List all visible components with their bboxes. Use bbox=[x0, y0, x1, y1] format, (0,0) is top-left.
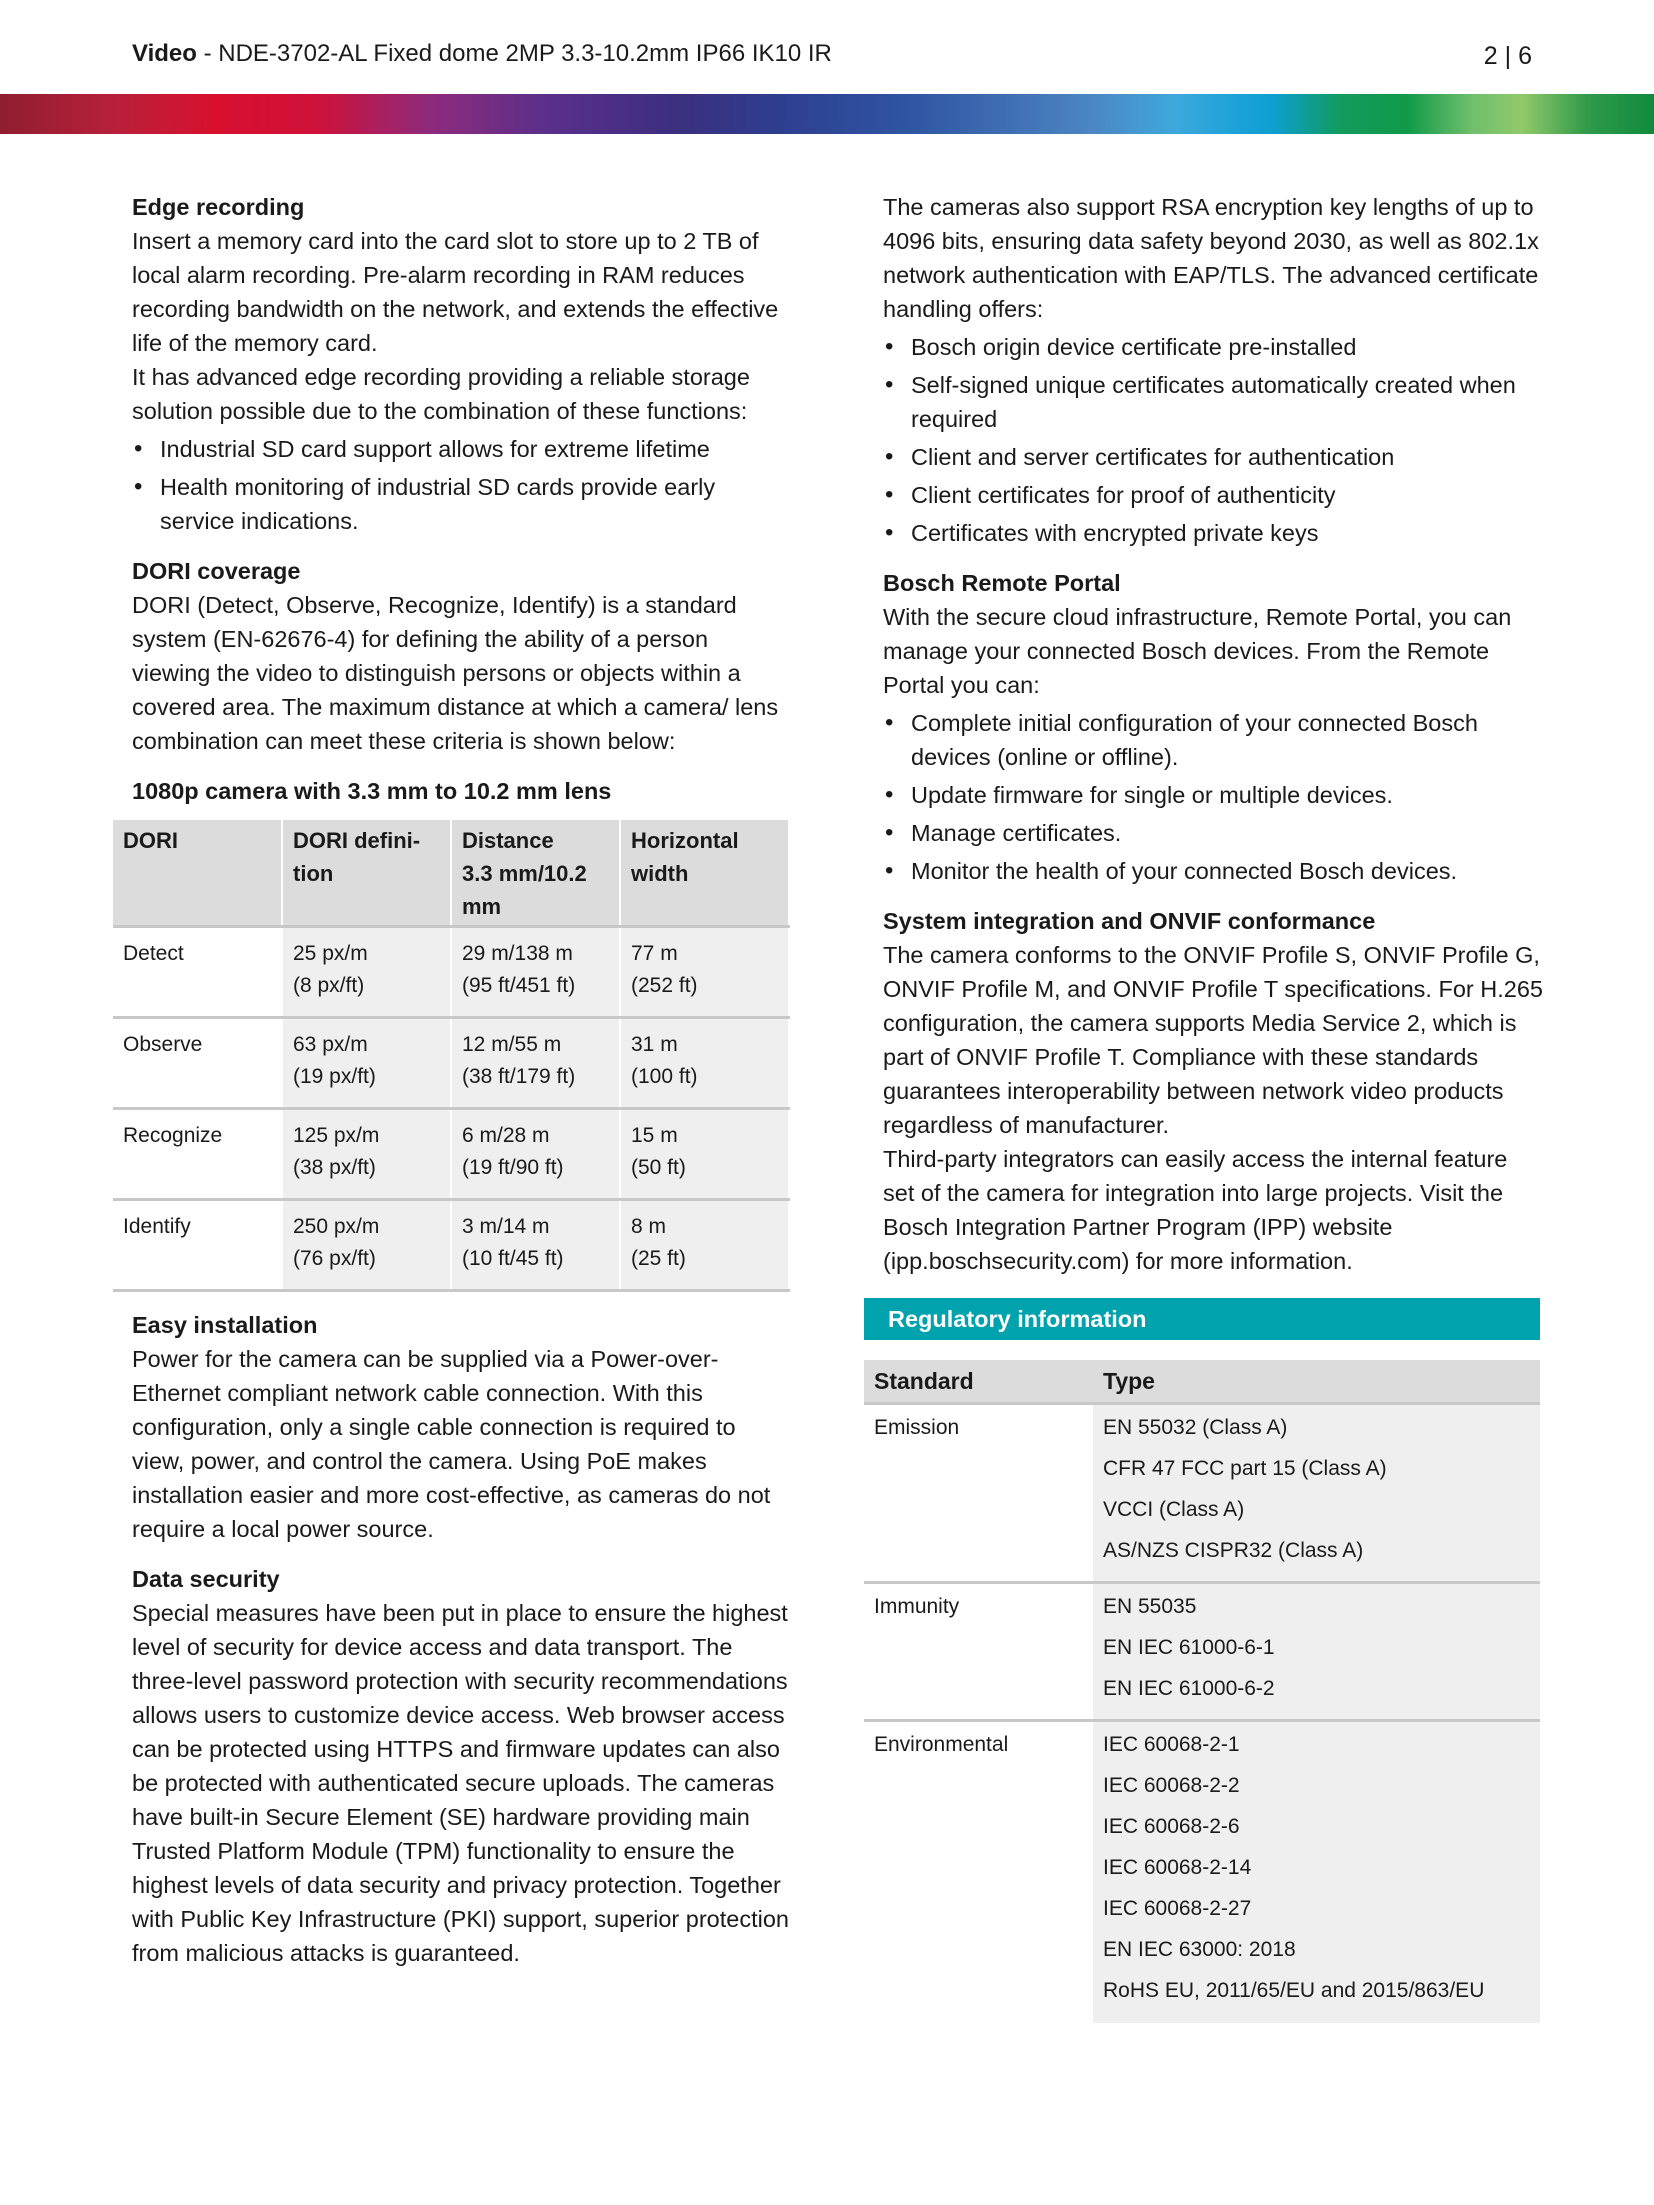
section-heading: System integration and ONVIF conformance bbox=[883, 908, 1376, 934]
section-rsa-encryption bbox=[883, 190, 1543, 550]
table-header-row bbox=[113, 820, 789, 927]
regulatory-table bbox=[864, 1360, 1540, 2023]
list-item: • Update firmware for single or multiple devices. bbox=[883, 778, 1543, 812]
section-easy-installation bbox=[132, 1308, 792, 1546]
table-header-row bbox=[864, 1360, 1540, 1404]
page-header bbox=[132, 40, 1532, 74]
paragraph: It has advanced edge recording providing a reliable storage solution possible due to the combination of these functions: bbox=[132, 364, 750, 424]
left-column bbox=[123, 190, 792, 1970]
cell-definition: 125 px/m (38 px/ft) bbox=[282, 1109, 451, 1200]
paragraph: The cameras also support RSA encryption key lengths of up to 4096 bits, ensuring data safety beyond 2030, as well as 802.1x network authentication with EAP/TLS. The advanced certificate handling offers: bbox=[883, 194, 1539, 322]
cell-type: EN 55032 (Class A) CFR 47 FCC part 15 (Class A) VCCI (Class A) AS/NZS CISPR32 (Class A) bbox=[1093, 1404, 1540, 1583]
cell-dori: Observe bbox=[113, 1018, 282, 1109]
column-header: Distance 3.3 mm/10.2 mm bbox=[451, 820, 620, 927]
cell-definition: 250 px/m (76 px/ft) bbox=[282, 1200, 451, 1291]
bullet-list bbox=[883, 706, 1543, 888]
list-item: • Industrial SD card support allows for extreme lifetime bbox=[132, 432, 792, 466]
paragraph: Third-party integrators can easily access the internal feature set of the camera for integration into large projects. Visit the Bosch Integration Partner Program (IPP) website (ipp.boschsecurity.com) for more information. bbox=[883, 1146, 1508, 1274]
cell-type: EN 55035 EN IEC 61000-6-1 EN IEC 61000-6-2 bbox=[1093, 1583, 1540, 1721]
cell-distance: 12 m/55 m (38 ft/179 ft) bbox=[451, 1018, 620, 1109]
column-header: DORI defini- tion bbox=[282, 820, 451, 927]
paragraph: With the secure cloud infrastructure, Remote Portal, you can manage your connected Bosch devices. From the Remote Portal you can: bbox=[883, 604, 1512, 698]
regulatory-title-bar: Regulatory information bbox=[864, 1298, 1540, 1340]
cell-standard: Emission bbox=[864, 1404, 1093, 1583]
page-number: 2 | 6 bbox=[1483, 42, 1532, 70]
cell-distance: 29 m/138 m (95 ft/451 ft) bbox=[451, 927, 620, 1018]
table-row bbox=[113, 1109, 789, 1200]
section-onvif bbox=[883, 904, 1543, 1278]
list-item: • Self-signed unique certificates automatically created when required bbox=[883, 368, 1543, 436]
list-item: • Bosch origin device certificate pre-installed bbox=[883, 330, 1543, 364]
column-header: DORI bbox=[113, 820, 282, 927]
cell-distance: 6 m/28 m (19 ft/90 ft) bbox=[451, 1109, 620, 1200]
cell-width: 15 m (50 ft) bbox=[620, 1109, 789, 1200]
section-heading: Bosch Remote Portal bbox=[883, 570, 1121, 596]
list-item: • Client certificates for proof of authenticity bbox=[883, 478, 1543, 512]
cell-dori: Identify bbox=[113, 1200, 282, 1291]
cell-width: 77 m (252 ft) bbox=[620, 927, 789, 1018]
table-row bbox=[864, 1404, 1540, 1583]
table-title: 1080p camera with 3.3 mm to 10.2 mm lens bbox=[132, 778, 612, 804]
title-category: Video bbox=[132, 40, 197, 67]
section-heading: Easy installation bbox=[132, 1312, 318, 1338]
cell-definition: 63 px/m (19 px/ft) bbox=[282, 1018, 451, 1109]
dori-table bbox=[113, 820, 790, 1292]
cell-dori: Recognize bbox=[113, 1109, 282, 1200]
title-product: - NDE-3702-AL Fixed dome 2MP 3.3-10.2mm IP66 IK10 IR bbox=[196, 40, 832, 67]
cell-definition: 25 px/m (8 px/ft) bbox=[282, 927, 451, 1018]
cell-type: IEC 60068-2-1 IEC 60068-2-2 IEC 60068-2-6 IEC 60068-2-14 IEC 60068-2-27 EN IEC 63000: 2018 RoHS EU, 2011/65/EU and 2015/863/EU bbox=[1093, 1721, 1540, 2024]
section-edge-recording bbox=[132, 190, 792, 538]
list-item: • Certificates with encrypted private keys bbox=[883, 516, 1543, 550]
table-row bbox=[113, 1018, 789, 1109]
list-item: • Health monitoring of industrial SD cards provide early service indications. bbox=[132, 470, 792, 538]
table-row bbox=[113, 927, 789, 1018]
section-heading: DORI coverage bbox=[132, 558, 301, 584]
list-item: • Monitor the health of your connected Bosch devices. bbox=[883, 854, 1543, 888]
right-column bbox=[874, 190, 1543, 2023]
list-item: • Complete initial configuration of your connected Bosch devices (online or offline). bbox=[883, 706, 1543, 774]
table-row bbox=[864, 1721, 1540, 2024]
column-header: Type bbox=[1093, 1360, 1540, 1404]
table-row bbox=[864, 1583, 1540, 1721]
section-heading: Data security bbox=[132, 1566, 280, 1592]
section-data-security bbox=[132, 1562, 792, 1970]
cell-distance: 3 m/14 m (10 ft/45 ft) bbox=[451, 1200, 620, 1291]
list-item: • Manage certificates. bbox=[883, 816, 1543, 850]
cell-standard: Environmental bbox=[864, 1721, 1093, 2024]
cell-width: 8 m (25 ft) bbox=[620, 1200, 789, 1291]
bullet-list bbox=[883, 330, 1543, 550]
document-title bbox=[132, 40, 832, 68]
paragraph: Special measures have been put in place to ensure the highest level of security for device access and data transport. The three-level password protection with security recommendations allows users to customize device access. Web browser access can be protected using HTTPS and firmware updates can also be protected with authenticated secure uploads. The cameras have built-in Secure Element (SE) hardware providing main Trusted Platform Module (TPM) functionality to ensure the highest levels of data security and privacy protection. Together with Public Key Infrastructure (PKI) support, superior protection from malicious attacks is guaranteed. bbox=[132, 1600, 789, 1966]
cell-standard: Immunity bbox=[864, 1583, 1093, 1721]
paragraph: Insert a memory card into the card slot to store up to 2 TB of local alarm recording. Pre-alarm recording in RAM reduces recording bandwidth on the network, and extends the effective life of the memory card. bbox=[132, 228, 779, 356]
list-item: • Client and server certificates for authentication bbox=[883, 440, 1543, 474]
cell-width: 31 m (100 ft) bbox=[620, 1018, 789, 1109]
paragraph: The camera conforms to the ONVIF Profile S, ONVIF Profile G, ONVIF Profile M, and ONVIF Profile T specifications. For H.265 configuration, the camera supports Media Service 2, which is part of ONVIF Profile T. Compliance with these standards guarantees interoperability between network video products regardless of manufacturer. bbox=[883, 942, 1543, 1138]
bullet-list bbox=[132, 432, 792, 538]
table-row bbox=[113, 1200, 789, 1291]
section-remote-portal bbox=[883, 566, 1543, 888]
column-header: Standard bbox=[864, 1360, 1093, 1404]
cell-dori: Detect bbox=[113, 927, 282, 1018]
paragraph: Power for the camera can be supplied via a Power-over-Ethernet compliant network cable connection. With this configuration, only a single cable connection is required to view, power, and control the camera. Using PoE makes installation easier and more cost-effective, as cameras do not require a local power source. bbox=[132, 1346, 771, 1542]
section-dori-coverage bbox=[123, 554, 792, 1292]
paragraph: DORI (Detect, Observe, Recognize, Identify) is a standard system (EN-62676-4) for defining the ability of a person viewing the video to distinguish persons or objects within a covered area. The maximum distance at which a camera/ lens combination can meet these criteria is shown below: bbox=[132, 592, 779, 754]
section-heading: Edge recording bbox=[132, 194, 305, 220]
brand-color-bar bbox=[0, 94, 1654, 134]
column-header: Horizontal width bbox=[620, 820, 789, 927]
